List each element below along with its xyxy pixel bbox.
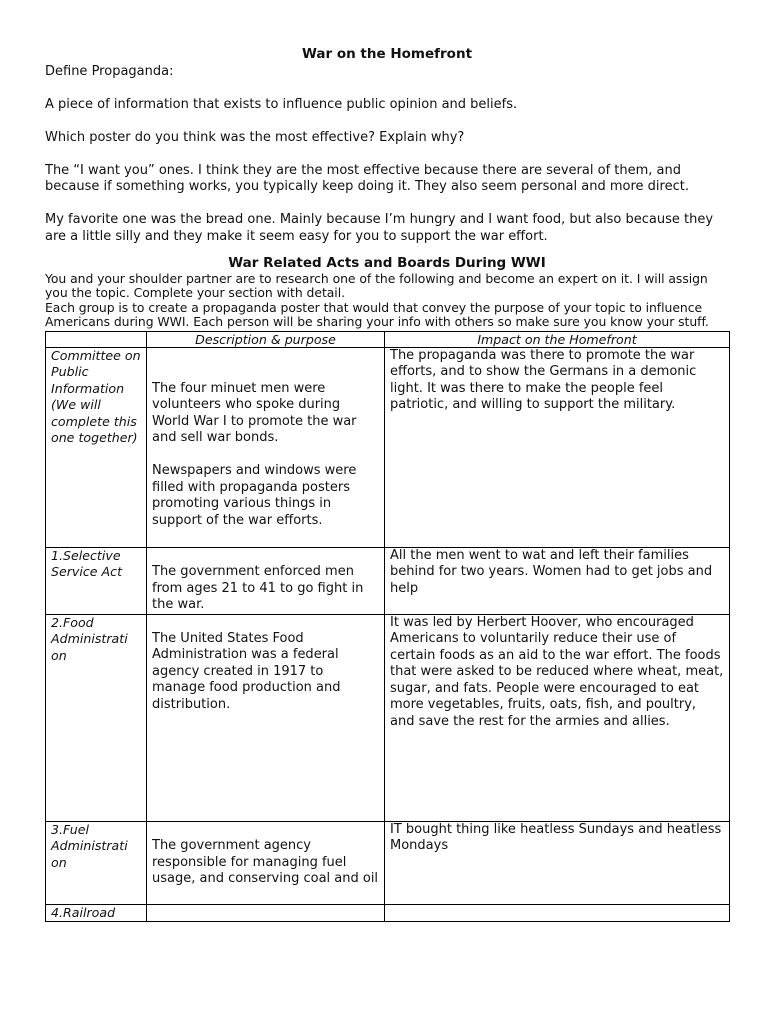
section-title: War Related Acts and Boards During WWI [228, 255, 546, 271]
favorite-answer: My favorite one was the bread one. Mainly because I’m hungry and I want food, but also because they are a little silly and they make it seem easy for you to support the war effort. [45, 212, 714, 244]
instructions [45, 272, 729, 330]
description-paragraph: Newspapers and windows were filled with propaganda posters promoting various things in support of the war efforts. [152, 463, 357, 528]
impact-cell: IT bought thing like heatless Sundays and heatless Mondays [385, 821, 730, 904]
table-row [46, 821, 730, 904]
document-title: War on the Homefront [301, 46, 473, 62]
header-description: Description & purpose [147, 331, 385, 347]
description-paragraph: The government enforced men from ages 21 to 41 to go fight in the war. [152, 564, 364, 612]
impact-cell: The propaganda was there to promote the war efforts, and to show the Germans in a demonic light. It was there to make the people feel patriotic, and willing to support the military. [385, 347, 730, 547]
acts-boards-table [45, 331, 730, 923]
impact-cell: All the men went to wat and left their families behind for two years. Women had to get jobs and help [385, 547, 730, 614]
definition-text: A piece of information that exists to influence public opinion and beliefs. [45, 96, 518, 112]
impact-cell: It was led by Herbert Hoover, who encouraged Americans to voluntarily reduce their use of certain foods as an aid to the war effort. The foods that were asked to be reduced where wheat, meat, sugar, and fats. People were encouraged to eat more vegetables, fruits, oats, fish, and poultry, and save the rest for the armies and allies. [385, 614, 730, 821]
table-row [46, 614, 730, 821]
topic-cell: 4.Railroad [46, 904, 147, 922]
document [45, 46, 729, 922]
topic-cell: 3.Fuel Administrati on [46, 821, 147, 904]
header-impact: Impact on the Homefront [385, 331, 730, 347]
description-paragraph: The four minuet men were volunteers who spoke during World War I to promote the war and sell war bonds. [152, 380, 357, 445]
table-row [46, 347, 730, 547]
topic-cell: 2.Food Administrati on [46, 614, 147, 821]
define-label: Define Propaganda: [45, 63, 174, 79]
instructions-poster: Each group is to create a propaganda poster that would that convey the purpose of your topic to influence Americans during WWI. Each person will be sharing your info with others so make sure you know your stuff. [45, 299, 709, 329]
header-topic [46, 331, 147, 347]
description-cell [147, 547, 385, 614]
table-header-row [46, 331, 730, 347]
instructions-assignment: You and your shoulder partner are to research one of the following and become an expert on it. I will assign you the topic. Complete your section with detail. [45, 270, 708, 300]
poster-answer: The “I want you” ones. I think they are the most effective because there are several of them, and because if something works, you typically keep doing it. They also seem personal and more direct. [45, 162, 689, 194]
table-row [46, 904, 730, 922]
table-row [46, 547, 730, 614]
impact-cell [385, 904, 730, 922]
topic-cell: Committee on Public Information (We will complete this one together) [46, 347, 147, 547]
description-cell [147, 821, 385, 904]
description-paragraph: The United States Food Administration was a federal agency created in 1917 to manage food production and distribution. [152, 630, 341, 712]
description-paragraph: The government agency responsible for managing fuel usage, and conserving coal and oil [152, 838, 379, 886]
topic-cell: 1.Selective Service Act [46, 547, 147, 614]
description-cell [147, 347, 385, 547]
description-cell [147, 904, 385, 922]
poster-question: Which poster do you think was the most effective? Explain why? [45, 129, 465, 145]
description-cell [147, 614, 385, 821]
